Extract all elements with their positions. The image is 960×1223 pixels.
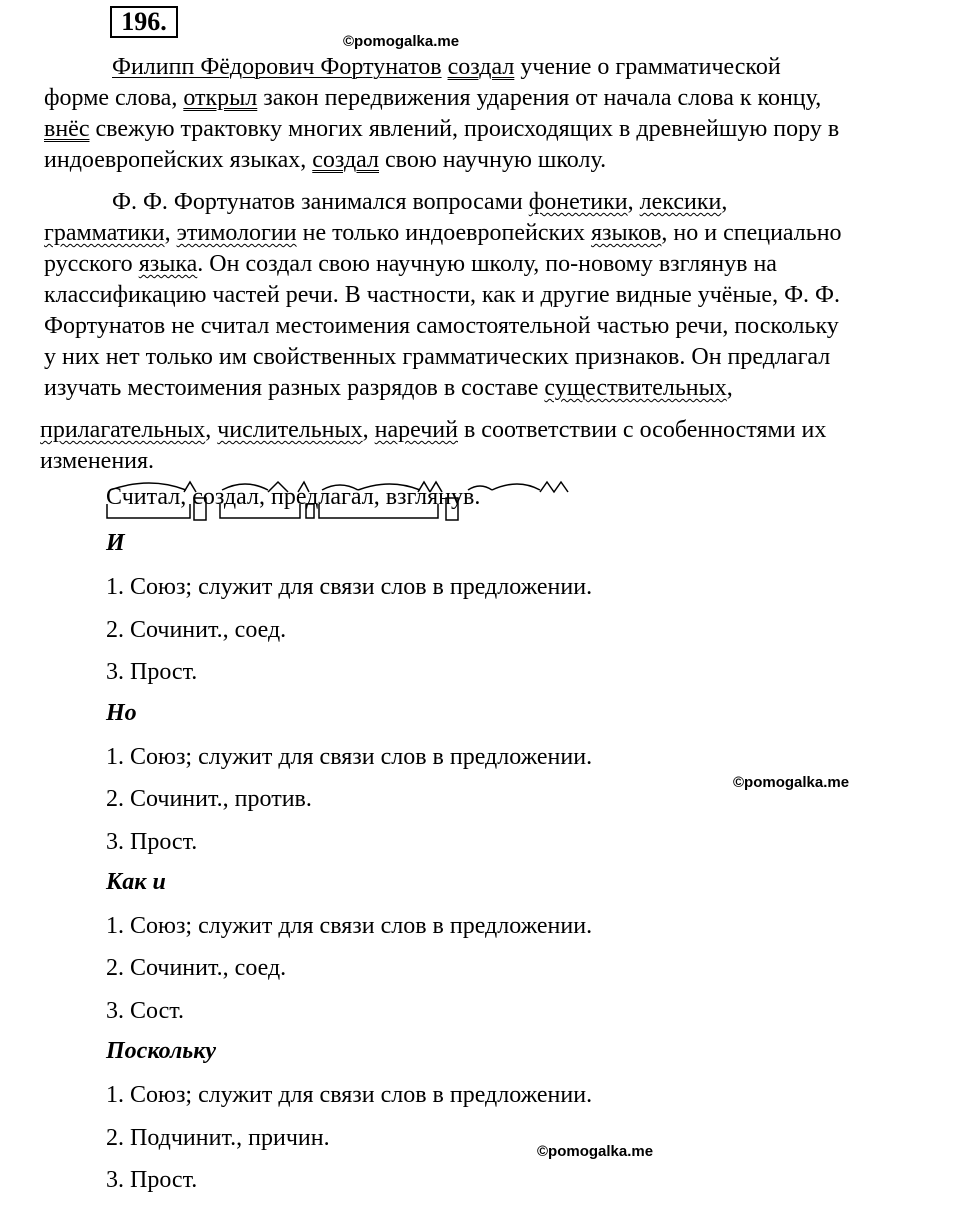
root-arc xyxy=(110,483,186,490)
predicate: внёс xyxy=(44,116,90,142)
base-bracket xyxy=(319,504,438,518)
p2-line-4: классификацию частей речи. В частности, как и другие видные учёные, Ф. Ф. xyxy=(44,282,840,308)
analysis-line: 2. Сочинит., против. xyxy=(106,786,312,812)
watermark-middle: ©pomogalka.me xyxy=(733,774,850,791)
paragraph-2 xyxy=(40,187,944,477)
word-heading-2: Но xyxy=(106,700,137,726)
p1-line-1 xyxy=(112,52,781,83)
word-heading-3: Как и xyxy=(106,869,166,895)
definition: грамматики xyxy=(44,220,165,246)
watermark-bottom: ©pomogalka.me xyxy=(537,1143,654,1160)
p2-line-2 xyxy=(44,218,842,249)
morpheme-word-3: предлагал xyxy=(270,484,374,510)
morpheme-marks xyxy=(100,478,590,526)
p2-line-6: у них нет только им свойственных грамматических признаков. Он предлагал xyxy=(44,344,831,370)
text: изучать местоимения разных разрядов в составе xyxy=(44,375,545,401)
definition: языков xyxy=(590,220,662,246)
root-arc xyxy=(222,484,268,490)
morpheme-word-1: Считал xyxy=(106,484,181,510)
definition: прилагательных xyxy=(40,417,206,443)
analysis-line: 2. Сочинит., соед. xyxy=(106,955,287,981)
ending-box xyxy=(194,498,206,520)
text: , xyxy=(164,220,177,246)
ending-box xyxy=(446,498,458,520)
p1-line-3 xyxy=(44,114,839,145)
suffix-mark xyxy=(268,482,288,492)
definition: наречий xyxy=(374,417,458,443)
text: свою научную школу. xyxy=(379,147,607,173)
analysis-line: 3. Сост. xyxy=(106,998,184,1024)
suffix-mark xyxy=(430,482,442,492)
morpheme-word-2: создал xyxy=(192,484,259,510)
analysis-line: 3. Прост. xyxy=(106,829,198,855)
predicate: создал xyxy=(312,147,380,173)
base-bracket xyxy=(107,504,190,518)
ending-box xyxy=(306,504,314,518)
text: , xyxy=(721,189,728,215)
subject-phrase: Филипп Фёдорович Фортунатов xyxy=(112,54,442,80)
predicate: создал xyxy=(447,54,515,80)
text: учение о грамматической xyxy=(514,54,781,80)
analysis-line: 3. Прост. xyxy=(106,659,198,685)
morpheme-word-4: взглянув xyxy=(385,484,475,510)
p2-line-5: Фортунатов не считал местоимения самостоятельной частью речи, поскольку xyxy=(44,313,839,339)
separator: . xyxy=(474,484,481,510)
analysis-line: 1. Союз; служит для связи слов в предложении. xyxy=(106,913,593,939)
definition: языка xyxy=(138,251,198,277)
analysis-line: 3. Прост. xyxy=(106,1167,198,1193)
watermark-top: ©pomogalka.me xyxy=(343,33,460,50)
prefix-arc xyxy=(468,486,492,490)
text: , xyxy=(205,417,218,443)
root-arc xyxy=(358,484,420,490)
text: индоевропейских языках, xyxy=(44,147,313,173)
suffix-mark xyxy=(540,482,568,492)
text: , xyxy=(726,375,733,401)
text: , xyxy=(362,417,375,443)
definition: существительных xyxy=(544,375,727,401)
base-bracket xyxy=(220,504,300,518)
p2-line-7 xyxy=(44,373,733,404)
text: форме слова, xyxy=(44,85,184,111)
prefix-arc xyxy=(322,485,358,490)
text: , но и специально xyxy=(661,220,842,246)
p2-line-8 xyxy=(40,415,826,446)
p1-line-2 xyxy=(44,83,821,114)
text: закон передвижения ударения от начала слова к концу, xyxy=(257,85,822,111)
definition: лексики xyxy=(639,189,722,215)
analysis-line: 1. Союз; служит для связи слов в предложении. xyxy=(106,1082,593,1108)
word-heading-1: И xyxy=(106,530,125,556)
separator: , xyxy=(373,484,386,510)
definition: этимологии xyxy=(176,220,297,246)
exercise-number: 196. xyxy=(110,6,178,38)
text: свежую трактовку многих явлений, происходящих в древнейшую пору в xyxy=(89,116,840,142)
p2-line-9: изменения. xyxy=(40,448,155,474)
p2-line-1 xyxy=(112,187,727,218)
suffix-mark xyxy=(298,482,309,492)
analysis-line: 2. Подчинит., причин. xyxy=(106,1125,330,1151)
paragraph-1 xyxy=(44,52,944,182)
text: , xyxy=(627,189,640,215)
root-arc xyxy=(492,484,540,490)
word-heading-4: Поскольку xyxy=(106,1038,217,1064)
analysis-line: 1. Союз; служит для связи слов в предложении. xyxy=(106,744,593,770)
definition: числительных xyxy=(217,417,363,443)
text: . Он создал свою научную школу, по-новому взглянув на xyxy=(197,251,777,277)
predicate: открыл xyxy=(183,85,258,111)
text: не только индоевропейских xyxy=(296,220,591,246)
separator: , xyxy=(258,484,271,510)
definition: фонетики xyxy=(528,189,628,215)
text: в соответствии с особенностями их xyxy=(457,417,827,443)
p2-line-3 xyxy=(44,249,777,280)
text: Ф. Ф. Фортунатов занимался вопросами xyxy=(112,189,529,215)
text: русского xyxy=(44,251,139,277)
separator: , xyxy=(180,484,193,510)
analysis-line: 1. Союз; служит для связи слов в предложении. xyxy=(106,574,593,600)
p1-line-4 xyxy=(44,145,606,176)
analysis-line: 2. Сочинит., соед. xyxy=(106,617,287,643)
